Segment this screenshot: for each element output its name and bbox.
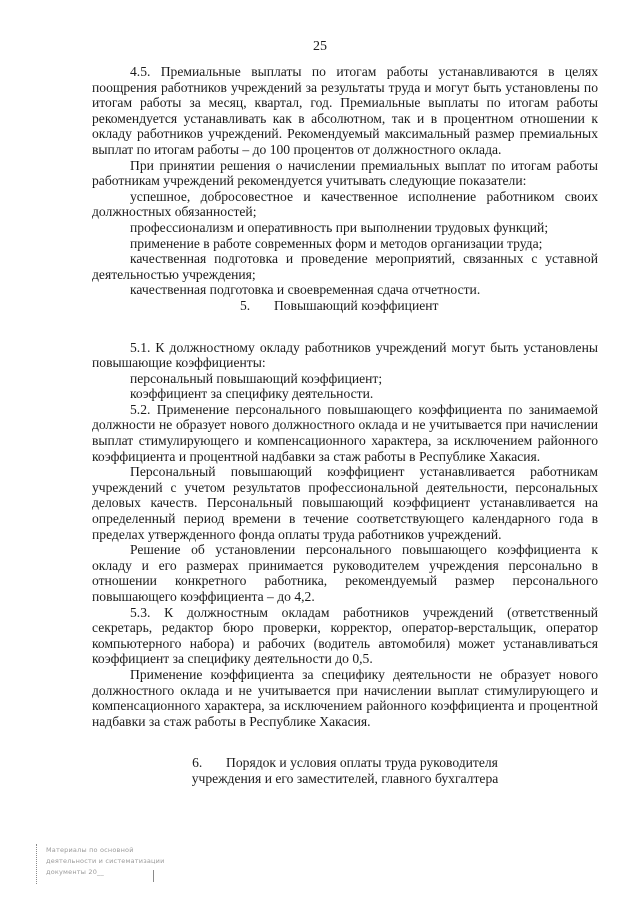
list-item: профессионализм и оперативность при выполнении трудовых функций; xyxy=(130,219,549,235)
paragraph-5-1: 5.1. К должностному окладу работников учреждений могут быть установлены повышающие коэффициенты: xyxy=(92,339,598,371)
paragraph-5-3: 5.3. К должностным окладам работников учреждений (ответственный секретарь, редактор бюро проверки, корректор, оператор-верстальщик, оператор компьютерного набора) и рабочих (водитель автомобиля) может устанавливаться коэффициент за специфику деятельности до 0,5. xyxy=(92,604,598,667)
list-item: применение в работе современных форм и методов организации труда; xyxy=(130,235,543,251)
section-5-heading: 5. Повышающий коэффициент xyxy=(240,297,439,313)
section-6-heading-line2: учреждения и его заместителей, главного бухгалтера xyxy=(191,770,499,786)
list-item: коэффициент за специфику деятельности. xyxy=(130,386,374,402)
paragraph-5-2: 5.2. Применение персонального повышающего коэффициента по занимаемой должности не образует нового должностного оклада и не учитывается при начислении выплат стимулирующего и компенсационного характера, за исключением районного коэффициента и процентной надбавки за стаж работы в Республике Хакасия. xyxy=(92,401,598,464)
section-6-heading-line1: 6. Порядок и условия оплаты труда руководителя xyxy=(192,755,498,771)
paragraph-indicators-intro: При принятии решения о начислении премиальных выплат по итогам работы работникам учреждений рекомендуется учитывать следующие показатели: xyxy=(92,157,598,189)
paragraph-specifics-application: Применение коэффициента за специфику деятельности не образует нового должностного оклада и не учитывается при начислении выплат стимулирующего и компенсационного характера, за исключением районного коэффициента и процентной надбавки за стаж работы в Республике Хакасия. xyxy=(92,666,598,729)
list-item: качественная подготовка и проведение мероприятий, связанных с уставной деятельностью учреждения; xyxy=(92,251,598,282)
paragraph-4-5: 4.5. Премиальные выплаты по итогам работы устанавливаются в целях поощрения работников учреждений за результаты труда и могут быть установлены по итогам работы за месяц, квартал, год. Премиальные выплаты по итогам работы рекомендуется устанавливать как в абсолютном, так и в процентном отношении к окладу работников учреждений. Рекомендуемый максимальный размер премиальных выплат по итогам работы – до 100 процентов от должностного оклада. xyxy=(92,64,598,157)
list-item: персональный повышающий коэффициент; xyxy=(130,370,383,386)
stamp-line: Материалы по основной xyxy=(46,846,134,854)
archive-stamp xyxy=(36,842,165,886)
stamp-line: деятельности и систематизации xyxy=(46,857,165,865)
section-6-heading xyxy=(92,755,598,786)
stamp-text xyxy=(46,845,165,878)
stamp-line: документы 20__ xyxy=(46,868,104,876)
list-item: успешное, добросовестное и качественное исполнение работником своих должностных обязанностей; xyxy=(92,188,598,220)
paragraph-decision: Решение об установлении персонального повышающего коэффициента к окладу и его размерах принимается руководителем учреждения персонально в отношении конкретного работника, рекомендуемый размер персонального повышающего коэффициента – до 4,2. xyxy=(92,542,598,604)
list-item: качественная подготовка и своевременная сдача отчетности. xyxy=(130,282,481,298)
page-number: 25 xyxy=(313,39,327,54)
paragraph-personal-coefficient: Персональный повышающий коэффициент устанавливается работникам учреждений с учетом результатов профессиональной деятельности, персональных деловых качеств. Персональный повышающий коэффициент устанавливается на определенный период времени в течение соответствующего календарного года в пределах утвержденного фонда оплаты труда работников учреждений. xyxy=(92,464,598,542)
document-body xyxy=(92,64,598,787)
stamp-border-left xyxy=(36,844,39,884)
